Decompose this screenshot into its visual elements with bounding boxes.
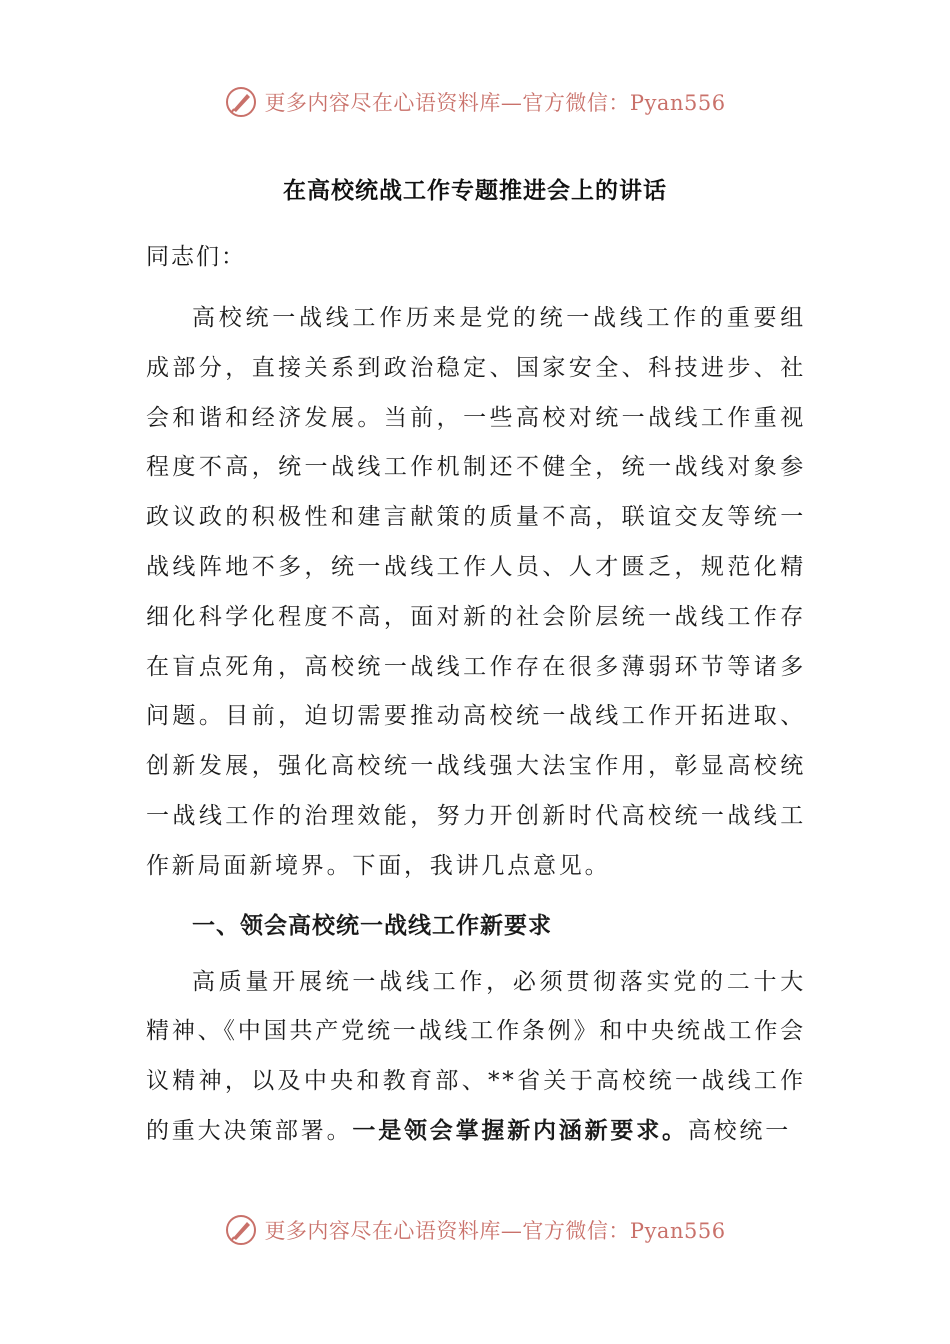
paragraph-text: 高质量开展统一战线工作，必须贯彻落实党的二十大精神、《中国共产党统一战线工作条例》和中央统战工作会议精神，以及中央和教育部、**省关于高校统一战线工作的重大决策部署。 xyxy=(146,968,806,1144)
quill-pen-logo-icon xyxy=(224,1213,258,1247)
quill-pen-logo-icon xyxy=(224,85,258,119)
watermark-text: 更多内容尽在心语资料库—官方微信：Pyan556 xyxy=(264,1219,726,1243)
footer-watermark xyxy=(0,1210,950,1250)
paragraph-tail: 高校统一 xyxy=(687,1117,792,1144)
paragraph-intro: 高校统一战线工作历来是党的统一战线工作的重要组成部分，直接关系到政治稳定、国家安全、科技进步、社会和谐和经济发展。当前，一些高校对统一战线工作重视程度不高，统一战线工作机制还不健全，统一战线对象参政议政的积极性和建言献策的质量不高，联谊交友等统一战线阵地不多，统一战线工作人员、人才匮乏，规范化精细化科学化程度不高，面对新的社会阶层统一战线工作存在盲点死角，高校统一战线工作存在很多薄弱环节等诸多问题。目前，迫切需要推动高校统一战线工作开拓进取、创新发展，强化高校统一战线强大法宝作用，彰显高校统一战线工作的治理效能，努力开创新时代高校统一战线工作新局面新境界。下面，我讲几点意见。 xyxy=(146,305,806,879)
document-title: 在高校统战工作专题推进会上的讲话 xyxy=(283,178,667,204)
watermark-text: 更多内容尽在心语资料库—官方微信：Pyan556 xyxy=(264,91,726,115)
document-body xyxy=(146,294,806,1157)
paragraph-section-1 xyxy=(146,958,806,1157)
greeting: 同志们： xyxy=(146,244,246,270)
header-watermark xyxy=(0,82,950,122)
section-heading-1: 一、领会高校统一战线工作新要求 xyxy=(192,912,552,939)
paragraph-bold-lead: 一是领会掌握新内涵新要求。 xyxy=(352,1117,688,1144)
